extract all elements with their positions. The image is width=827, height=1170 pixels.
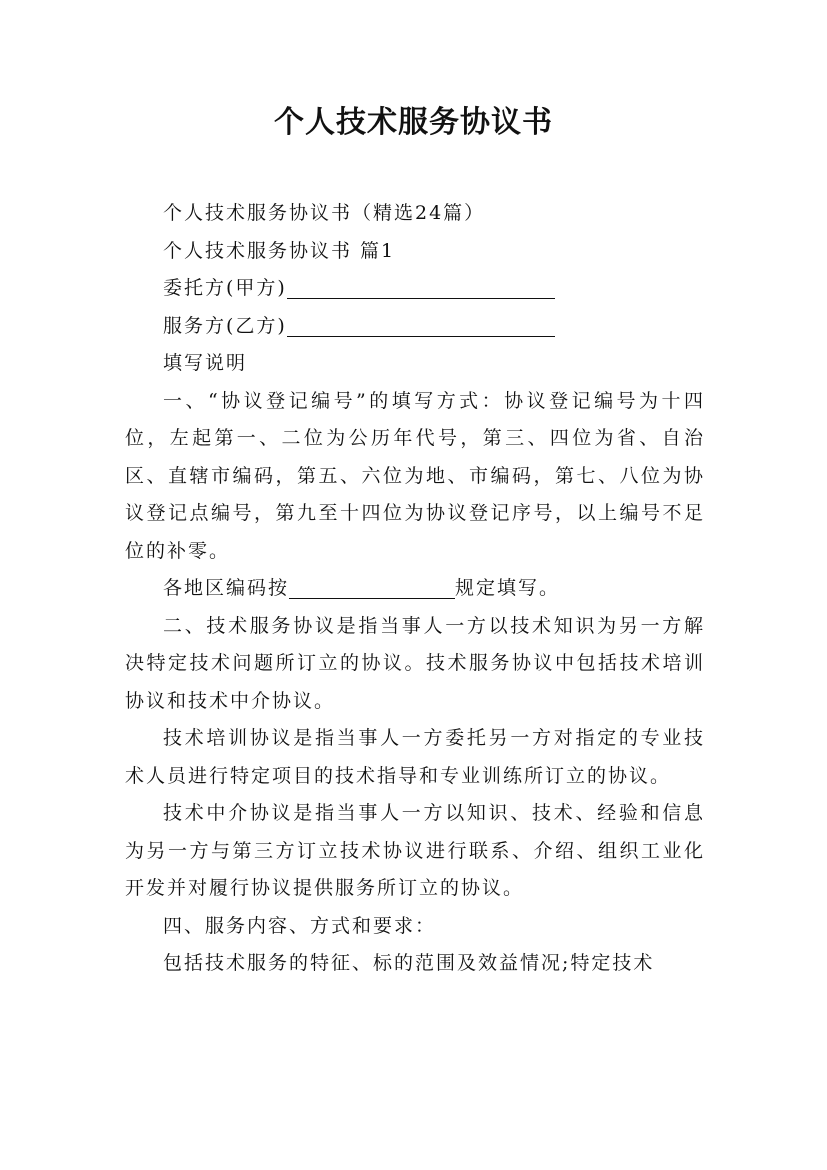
document-body	[125, 195, 705, 983]
paragraph-service-content-heading: 四、服务内容、方式和要求：	[163, 914, 437, 937]
region-code-prefix: 各地区编码按	[163, 577, 290, 599]
client-label: 委托方(甲方)	[163, 277, 287, 299]
region-code-blank	[289, 574, 455, 599]
paragraph-intermediary-definition: 技术中介协议是指当事人一方以知识、技术、经验和信息为另一方与第三方订立技术协议进行联系、介绍、组织工业化开发并对履行协议提供服务所订立的协议。	[125, 802, 705, 899]
region-code-suffix: 规定填写。	[455, 577, 561, 599]
paragraph-training-definition: 技术培训协议是指当事人一方委托另一方对指定的专业技术人员进行特定项目的技术指导和专业训练所订立的协议。	[125, 727, 705, 787]
client-blank	[287, 274, 555, 299]
client-line	[125, 270, 705, 308]
paragraph-service-definition: 二、技术服务协议是指当事人一方以技术知识为另一方解决特定技术问题所订立的协议。技术服务协议中包括技术培训协议和技术中介协议。	[125, 614, 705, 712]
paragraph-service-content: 包括技术服务的特征、标的范围及效益情况;特定技术	[163, 952, 655, 974]
document-title: 个人技术服务协议书	[274, 105, 553, 140]
provider-blank	[287, 312, 555, 337]
subtitle: 个人技术服务协议书（精选24篇）	[163, 202, 486, 224]
region-code-line	[125, 570, 705, 608]
instructions-heading: 填写说明	[163, 352, 248, 374]
provider-line	[125, 308, 705, 346]
provider-label: 服务方(乙方)	[163, 314, 287, 337]
section-heading: 个人技术服务协议书 篇1	[163, 239, 396, 262]
paragraph-registration-number: 一、“协议登记编号”的填写方式：协议登记编号为十四位，左起第一、二位为公历年代号，第三、四位为省、自治区、直辖市编码，第五、六位为地、市编码，第七、八位为协议登记点编号，第九至十四位为协议登记序号，以上编号不足位的补零。	[125, 389, 705, 562]
